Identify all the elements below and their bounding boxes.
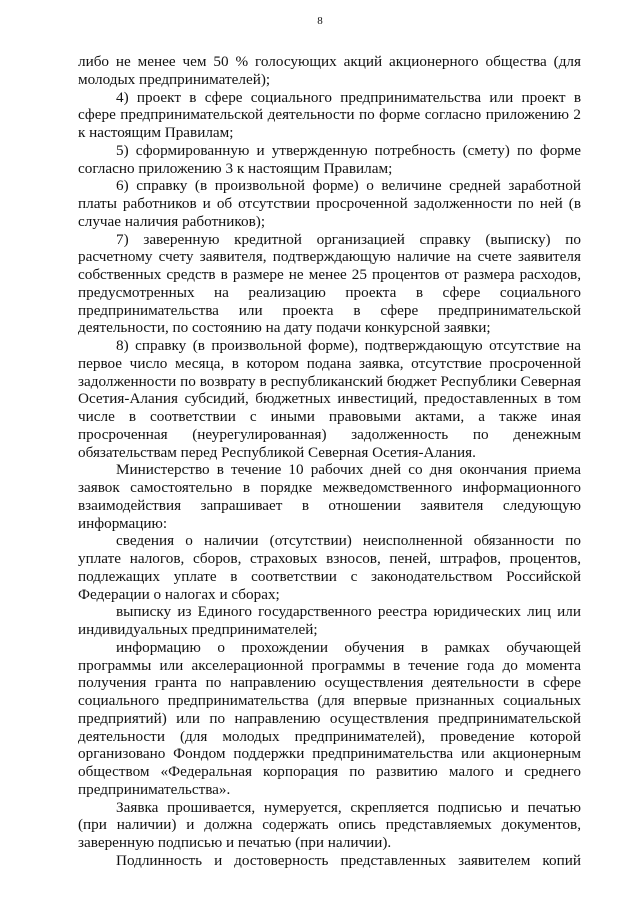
- paragraph-item-5: 5) сформированную и утвержденную потребность (смету) по форме согласно приложению 3 к настоящим Правилам;: [78, 141, 581, 177]
- paragraph-authenticity: Подлинность и достоверность представленных заявителем копий: [116, 851, 581, 869]
- paragraph-registry-extract: выписку из Единого государственного реестра юридических лиц или индивидуальных предпринимателей;: [78, 603, 581, 638]
- paragraph-training-info: информацию о прохождении обучения в рамках обучающей программы или акселерационной программы в течение года до момента получения гранта по направлению осуществления деятельности в сфере социального предпринимательства (для впервые признанных социальных предприятий) или по направлению осуществления предпринимательской деятельности (для молодых предпринимателей), проведение которой организовано Фондом поддержки предпринимательства или акционерным обществом «Федеральная корпорация по развитию малого и среднего предпринимательства».: [78, 638, 581, 798]
- paragraph-item-8: 8) справку (в произвольной форме), подтверждающую отсутствие на первое число месяца, в котором подана заявка, отсутствие просроченной задолженности по возврату в республиканский бюджет Республики Северная Осетия-Алания субсидий, бюджетных инвестиций, предоставленных в том числе в соответствии с иными правовыми актами, а также иная просроченная (неурегулированная) задолженность по денежным обязательствам перед Республикой Северная Осетия-Алания.: [78, 337, 581, 461]
- paragraph-tax-info: сведения о наличии (отсутствии) неисполненной обязанности по уплате налогов, сборов, страховых взносов, пеней, штрафов, процентов, подлежащих уплате в соответствии с законодательством Российской Федерации о налогах и сборах;: [78, 532, 581, 603]
- document-body: [78, 53, 581, 870]
- paragraph-item-7: 7) заверенную кредитной организацией справку (выписку) по расчетному счету заявителя, подтверждающую наличие на счете заявителя собственных средств в размере не менее 25 процентов от размера расходов, предусмотренных на реализацию проекта в сфере социального предпринимательства или проекта в сфере предпринимательской деятельности, по состоянию на дату подачи конкурсной заявки;: [78, 230, 581, 337]
- paragraph-continuation: либо не менее чем 50 % голосующих акций акционерного общества (для молодых предпринимателей);: [78, 53, 581, 88]
- paragraph-application-binding: Заявка прошивается, нумеруется, скрепляется подписью и печатью (при наличии) и должна содержать опись представляемых документов, заверенную подписью и печатью (при наличии).: [78, 798, 581, 851]
- page-number: 8: [317, 15, 323, 27]
- paragraph-item-6: 6) справку (в произвольной форме) о величине средней заработной платы работников и об отсутствии просроченной задолженности по ней (в случае наличия работников);: [78, 177, 581, 230]
- paragraph-ministry-request: Министерство в течение 10 рабочих дней со дня окончания приема заявок самостоятельно в порядке межведомственного информационного взаимодействия запрашивает в отношении заявителя следующую информацию:: [78, 461, 581, 532]
- paragraph-item-4: 4) проект в сфере социального предпринимательства или проект в сфере предпринимательской деятельности по форме согласно приложению 2 к настоящим Правилам;: [78, 88, 581, 141]
